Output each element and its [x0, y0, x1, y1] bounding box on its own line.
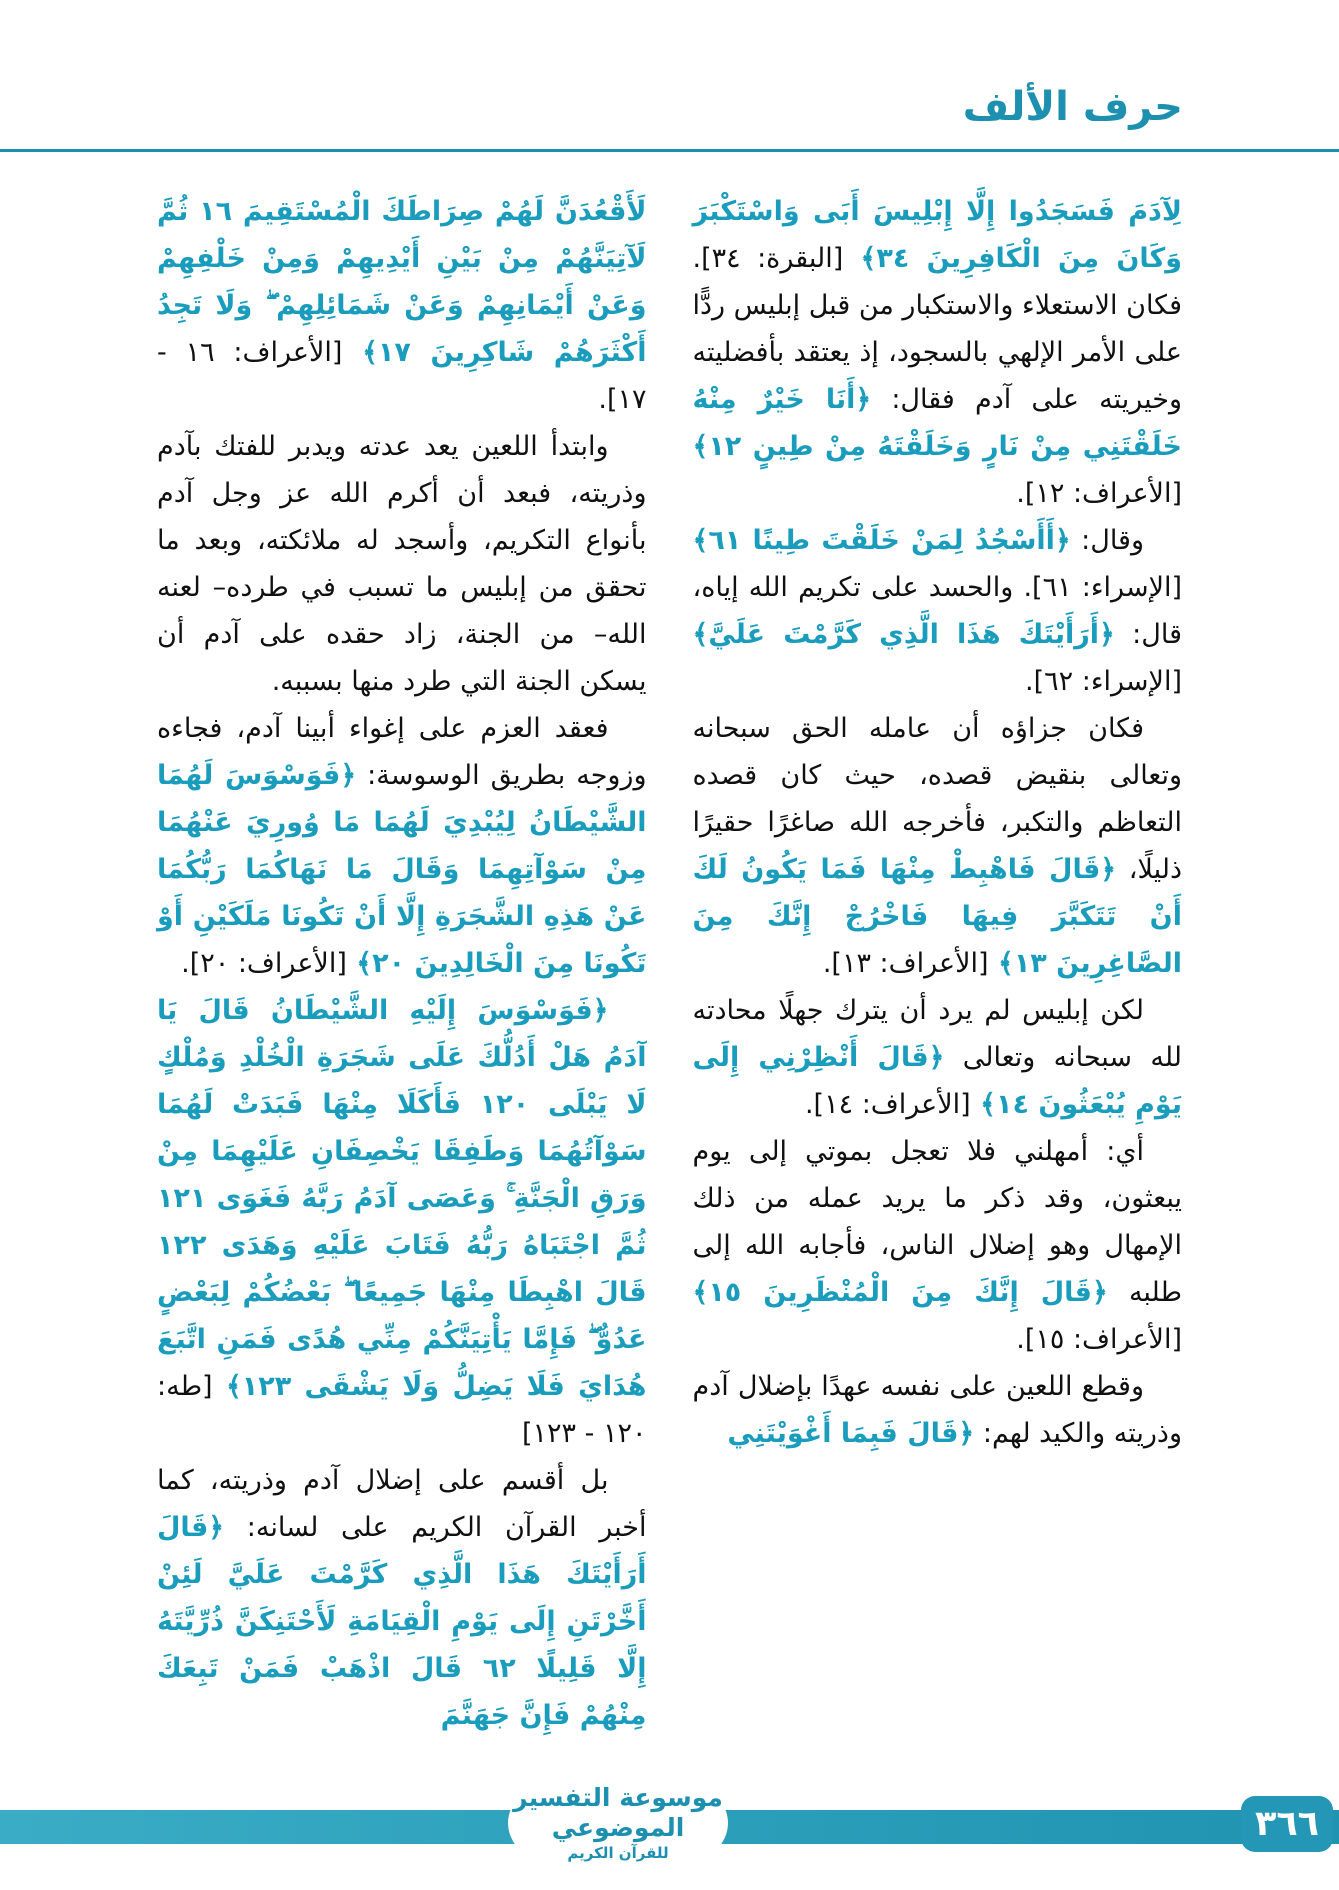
verse-reference: [الأعراف: ١٥].	[1016, 1324, 1182, 1355]
body-text: فعقد العزم على إغواء أبينا آدم، فجاءه وزوجه بطريق الوسوسة:	[157, 713, 647, 791]
paragraph	[693, 188, 1183, 517]
paragraph	[693, 1363, 1183, 1457]
verse-reference: [الإسراء: ٦٢].	[1025, 666, 1182, 697]
quran-verse: ﴿قَالَ أَنْظِرْنِي إِلَى يَوْمِ يُبْعَثُونَ ١٤﴾	[692, 1042, 1182, 1120]
body-text: والحسد على تكريم الله إياه، قال:	[692, 572, 1182, 650]
verse-reference: [الإسراء: ٦١].	[1013, 572, 1182, 603]
paragraph	[693, 517, 1183, 705]
quran-verse: ﴿قَالَ فَاهْبِطْ مِنْهَا فَمَا يَكُونُ لَكَ أَنْ تَتَكَبَّرَ فِيهَا فَاخْرُجْ إِنَّكَ مِنَ الصَّاغِرِينَ ١٣﴾	[692, 854, 1182, 979]
publisher-logo	[508, 1762, 728, 1884]
paragraph	[157, 188, 647, 423]
column-right	[693, 188, 1183, 1739]
verse-reference: [الأعراف: ٢٠].	[181, 948, 347, 979]
body-text: أي: أمهلني فلا تعجل بموتي إلى يوم يبعثون، وقد ذكر ما يريد عمله من ذلك الإمهال وهو إضلال الناس، فأجابه الله إلى طلبه	[692, 1136, 1182, 1308]
column-left	[157, 188, 647, 1739]
body-text: بل أقسم على إضلال آدم وذريته، كما أخبر القرآن الكريم على لسانه:	[157, 1465, 647, 1543]
page-number-badge: ٣٦٦	[1241, 1796, 1333, 1852]
verse-reference: [البقرة: ٣٤].	[692, 243, 844, 274]
body-text: وقال:	[1070, 525, 1144, 556]
header-rule-divider	[0, 149, 1339, 152]
paragraph	[157, 705, 647, 987]
text-columns	[157, 188, 1182, 1739]
paragraph	[693, 987, 1183, 1128]
quran-verse: ﴿فَوَسْوَسَ إِلَيْهِ الشَّيْطَانُ قَالَ يَا آدَمُ هَلْ أَدُلُّكَ عَلَى شَجَرَةِ الْخُلْدِ وَمُلْكٍ لَا يَبْلَى ١٢٠ فَأَكَلَا مِنْهَا فَبَدَتْ لَهُمَا سَوْآتُهُمَا وَطَفِقَا يَخْصِفَانِ عَلَيْهِمَا مِنْ وَرَقِ الْجَنَّةِ ۚ وَعَصَى آدَمُ رَبَّهُ فَغَوَى ١٢١ ثُمَّ اجْتَبَاهُ رَبُّهُ فَتَابَ عَلَيْهِ وَهَدَى ١٢٢ قَالَ اهْبِطَا مِنْهَا جَمِيعًا ۖ بَعْضُكُمْ لِبَعْضٍ عَدُوٌّ ۖ فَإِمَّا يَأْتِيَنَّكُمْ مِنِّي هُدًى فَمَنِ اتَّبَعَ هُدَايَ فَلَا يَضِلُّ وَلَا يَشْقَى ١٢٣﴾	[157, 995, 647, 1402]
verse-reference: [الأعراف: ١٤].	[804, 1089, 971, 1120]
verse-reference: [الأعراف: ١٣].	[822, 948, 989, 979]
quran-verse: ﴿فَوَسْوَسَ لَهُمَا الشَّيْطَانُ لِيُبْدِيَ لَهُمَا مَا وُورِيَ عَنْهُمَا مِنْ سَوْآتِهِمَا وَقَالَ مَا نَهَاكُمَا رَبُّكُمَا عَنْ هَذِهِ الشَّجَرَةِ إِلَّا أَنْ تَكُونَا مَلَكَيْنِ أَوْ تَكُونَا مِنَ الْخَالِدِينَ ٢٠﴾	[157, 760, 647, 979]
quran-verse: ﴿أَنَا خَيْرٌ مِنْهُ خَلَقْتَنِي مِنْ نَارٍ وَخَلَقْتَهُ مِنْ طِينٍ ١٢﴾	[692, 384, 1182, 462]
publisher-logo-subtitle: للقرآن الكريم	[567, 1844, 669, 1862]
body-text: لكن إبليس لم يرد أن يترك جهلًا محادته لله سبحانه وتعالى	[692, 995, 1182, 1073]
body-text: وقطع اللعين على نفسه عهدًا بإضلال آدم وذريته والكيد لهم:	[692, 1371, 1182, 1449]
quran-verse: لِآدَمَ فَسَجَدُوا إِلَّا إِبْلِيسَ أَبَى وَاسْتَكْبَرَ وَكَانَ مِنَ الْكَافِرِينَ ٣٤﴾	[692, 196, 1182, 274]
quran-verse: ﴿قَالَ أَرَأَيْتَكَ هَذَا الَّذِي كَرَّمْتَ عَلَيَّ لَئِنْ أَخَّرْتَنِ إِلَى يَوْمِ الْقِيَامَةِ لَأَحْتَنِكَنَّ ذُرِّيَّتَهُ إِلَّا قَلِيلًا ٦٢ قَالَ اذْهَبْ فَمَنْ تَبِعَكَ مِنْهُمْ فَإِنَّ جَهَنَّمَ	[157, 1512, 647, 1731]
paragraph	[157, 423, 647, 705]
section-header: حرف الألف	[962, 84, 1183, 130]
verse-reference: [الأعراف: ١٦ - ١٧].	[157, 337, 647, 415]
publisher-logo-title: موسوعة التفسير الموضوعي	[513, 1783, 723, 1842]
quran-verse: ﴿قَالَ إِنَّكَ مِنَ الْمُنْظَرِينَ ١٥﴾	[692, 1277, 1108, 1308]
verse-reference: [طه: ١٢٠ - ١٢٣]	[157, 1371, 647, 1449]
verse-reference: [الأعراف: ١٢].	[1016, 478, 1182, 509]
paragraph	[157, 987, 647, 1457]
quran-verse: لَأَقْعُدَنَّ لَهُمْ صِرَاطَكَ الْمُسْتَقِيمَ ١٦ ثُمَّ لَآتِيَنَّهُمْ مِنْ بَيْنِ أَيْدِيهِمْ وَمِنْ خَلْفِهِمْ وَعَنْ أَيْمَانِهِمْ وَعَنْ شَمَائِلِهِمْ ۖ وَلَا تَجِدُ أَكْثَرَهُمْ شَاكِرِينَ ١٧﴾	[157, 196, 647, 368]
paragraph	[693, 1128, 1183, 1363]
body-text: فكان جزاؤه أن عامله الحق سبحانه وتعالى بنقيض قصده، حيث كان قصده التعاظم والتكبر، فأخرجه الله صاغرًا حقيرًا ذليلًا،	[692, 713, 1183, 885]
quran-verse: ﴿أَأَسْجُدُ لِمَنْ خَلَقْتَ طِينًا ٦١﴾	[692, 525, 1071, 556]
body-text: وابتدأ اللعين يعد عدته ويدبر للفتك بآدم وذريته، فبعد أن أكرم الله عز وجل آدم بأنواع التكريم، وأسجد له ملائكته، وبعد ما تحقق من إبليس ما تسبب في طرده– لعنه الله– من الجنة، زاد حقده على آدم أن يسكن الجنة التي طرد منها بسببه.	[157, 431, 647, 697]
quran-verse: ﴿قَالَ فَبِمَا أَغْوَيْتَنِي	[727, 1418, 975, 1449]
body-text: فكان الاستعلاء والاستكبار من قبل إبليس ردًّا على الأمر الإلهي بالسجود، إذ يعتقد بأفضليته وخيريته على آدم فقال:	[692, 290, 1183, 415]
quran-verse: ﴿أَرَأَيْتَكَ هَذَا الَّذِي كَرَّمْتَ عَلَيَّ﴾	[692, 619, 1115, 650]
paragraph	[693, 705, 1183, 987]
paragraph	[157, 1457, 647, 1739]
